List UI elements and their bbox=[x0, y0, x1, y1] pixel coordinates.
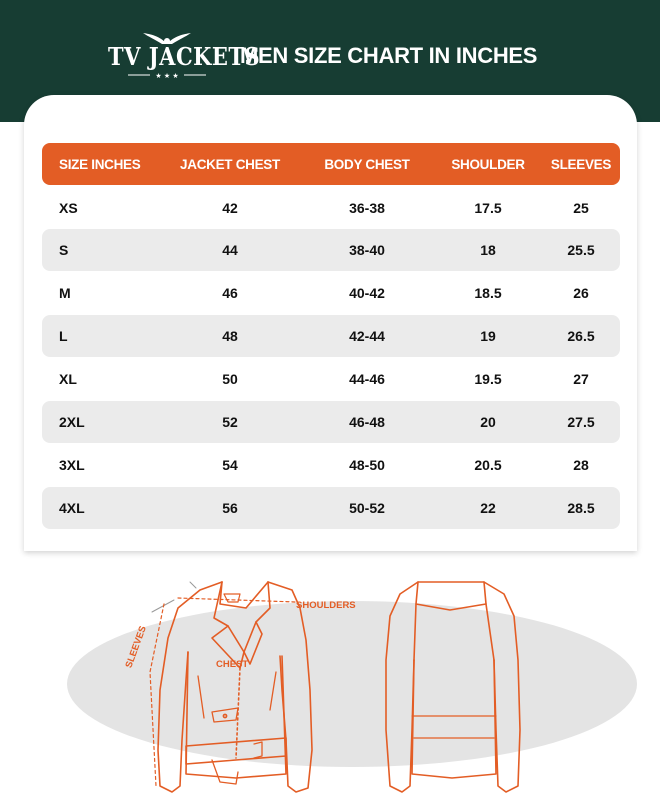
cell-sleeves: 28.5 bbox=[567, 500, 595, 516]
cell-jacket-chest: 46 bbox=[222, 285, 238, 301]
table-row bbox=[42, 401, 620, 443]
table-row bbox=[42, 487, 620, 529]
cell-body-chest: 42-44 bbox=[349, 328, 385, 344]
cell-shoulder: 19 bbox=[480, 328, 496, 344]
page-title: MEN SIZE CHART IN INCHES bbox=[240, 43, 538, 68]
cell-body-chest: 50-52 bbox=[349, 500, 385, 516]
table-row bbox=[42, 444, 620, 486]
cell-body-chest: 40-42 bbox=[349, 285, 385, 301]
label-shoulders: SHOULDERS bbox=[296, 600, 356, 611]
cell-sleeves: 25 bbox=[573, 200, 589, 216]
cell-shoulder: 20 bbox=[480, 414, 496, 430]
label-sleeves: SLEEVES bbox=[123, 624, 149, 670]
cell-body-chest: 38-40 bbox=[349, 242, 385, 258]
cell-body-chest: 48-50 bbox=[349, 457, 385, 473]
jacket-front-icon bbox=[150, 582, 312, 792]
header-sleeves: SLEEVES bbox=[550, 156, 612, 172]
cell-size: S bbox=[59, 242, 69, 258]
cell-sleeves: 25.5 bbox=[567, 242, 595, 258]
brand-logo bbox=[108, 30, 261, 80]
cell-body-chest: 44-46 bbox=[349, 371, 385, 387]
header-jacket-chest: JACKET CHEST bbox=[180, 156, 280, 172]
cell-sleeves: 26 bbox=[573, 285, 589, 301]
label-chest: CHEST bbox=[216, 659, 249, 670]
cell-sleeves: 27.5 bbox=[567, 414, 595, 430]
cell-shoulder: 22 bbox=[480, 500, 496, 516]
cell-size: 4XL bbox=[59, 500, 85, 516]
table-row bbox=[42, 272, 620, 314]
logo-text: TV JACKETS bbox=[108, 42, 261, 71]
header-size: SIZE INCHES bbox=[59, 156, 141, 172]
cell-sleeves: 28 bbox=[573, 457, 589, 473]
cell-size: 2XL bbox=[59, 414, 85, 430]
cell-shoulder: 19.5 bbox=[474, 371, 502, 387]
cell-jacket-chest: 52 bbox=[222, 414, 238, 430]
jacket-back-icon bbox=[386, 582, 520, 792]
table-header bbox=[42, 143, 620, 185]
cell-body-chest: 36-38 bbox=[349, 200, 385, 216]
cell-shoulder: 17.5 bbox=[474, 200, 502, 216]
cell-jacket-chest: 48 bbox=[222, 328, 238, 344]
cell-sleeves: 26.5 bbox=[567, 328, 595, 344]
jacket-diagram bbox=[0, 560, 660, 800]
table-row bbox=[42, 358, 620, 400]
cell-body-chest: 46-48 bbox=[349, 414, 385, 430]
cell-size: M bbox=[59, 285, 71, 301]
svg-text:★ ★ ★: ★ ★ ★ bbox=[155, 72, 179, 79]
cell-size: XL bbox=[59, 371, 77, 387]
table-row bbox=[42, 315, 620, 357]
logo-stars-icon bbox=[108, 71, 226, 79]
cell-size: L bbox=[59, 328, 68, 344]
header-shoulder: SHOULDER bbox=[451, 156, 525, 172]
cell-jacket-chest: 42 bbox=[222, 200, 238, 216]
cell-jacket-chest: 54 bbox=[222, 457, 238, 473]
table-row bbox=[42, 229, 620, 271]
header-body-chest: BODY CHEST bbox=[324, 156, 410, 172]
cell-jacket-chest: 50 bbox=[222, 371, 238, 387]
cell-size: 3XL bbox=[59, 457, 85, 473]
cell-jacket-chest: 44 bbox=[222, 242, 238, 258]
cell-shoulder: 18.5 bbox=[474, 285, 502, 301]
cell-shoulder: 20.5 bbox=[474, 457, 502, 473]
table-row bbox=[42, 187, 620, 229]
cell-jacket-chest: 56 bbox=[222, 500, 238, 516]
cell-size: XS bbox=[59, 200, 78, 216]
cell-shoulder: 18 bbox=[480, 242, 496, 258]
cell-sleeves: 27 bbox=[573, 371, 589, 387]
